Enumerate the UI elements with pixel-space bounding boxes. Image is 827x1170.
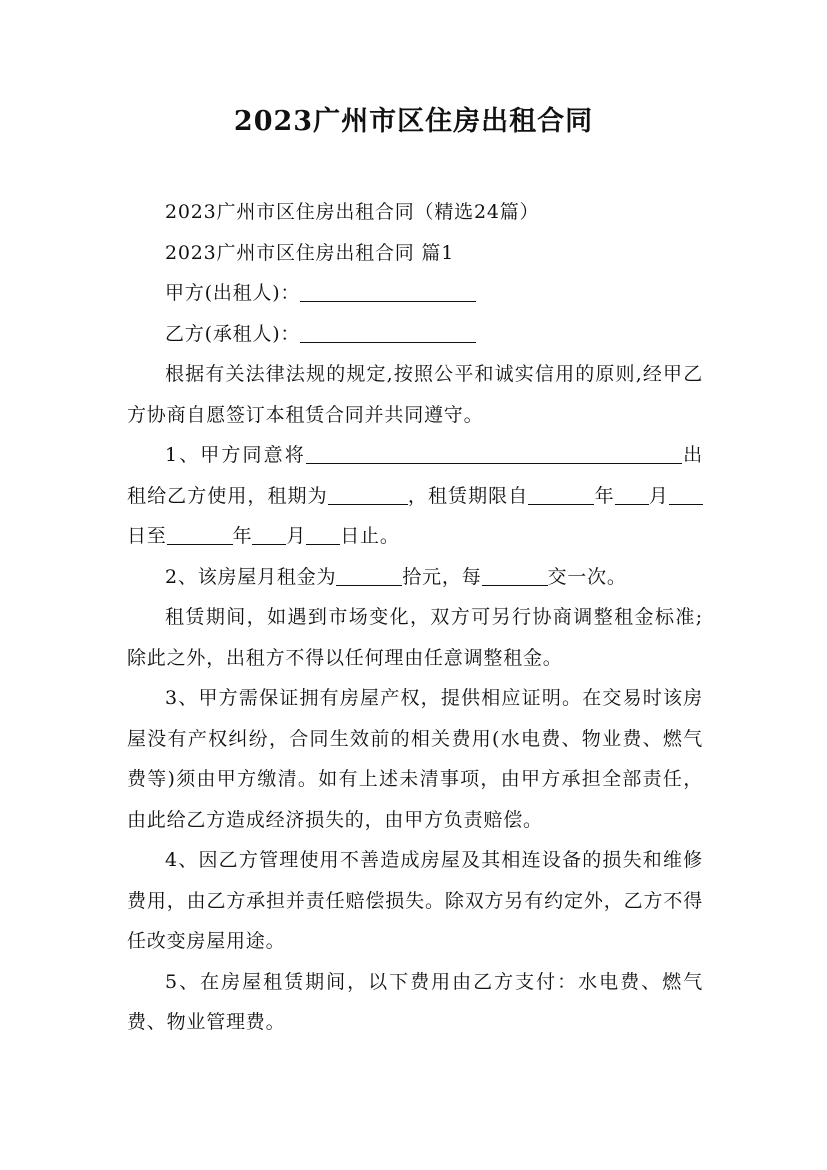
party-b-label: 乙方(承租人)： (165, 322, 301, 345)
section-heading: 2023广州市区住房出租合同 篇1 (165, 241, 455, 264)
start-month-blank (615, 484, 649, 505)
property-blank (306, 443, 682, 464)
clause-1-period: ，租赁期限自 (407, 484, 529, 507)
day-to-label: 日至 (127, 525, 167, 547)
clause-1-term: 出租给乙方使用，租期为 (127, 444, 703, 507)
subtitle: 2023广州市区住房出租合同（精选24篇） (165, 201, 540, 223)
intro-paragraph: 根据有关法律法规的规定,按照公平和诚实信用的原则,经甲乙方协商自愿签订本租赁合同并共同遵守。 (127, 363, 703, 426)
clause-1-prefix: 1、甲方同意将 (165, 444, 306, 466)
lease-term-blank (328, 484, 408, 505)
party-b-line (127, 314, 703, 355)
end-day-blank (306, 524, 340, 545)
start-day-blank (669, 484, 703, 505)
month-label-1: 月 (648, 484, 669, 507)
party-a-line (127, 273, 703, 314)
end-year-blank (167, 524, 233, 545)
day-end-label: 日止。 (340, 525, 400, 547)
rent-amount-blank (336, 565, 402, 586)
month-label-2: 月 (286, 525, 307, 547)
clause-2-prefix: 2、该房屋月租金为 (165, 565, 337, 588)
year-label-1: 年 (594, 484, 615, 507)
clause-2 (127, 557, 703, 598)
clause-2-unit: 拾元，每 (402, 565, 482, 588)
clause-5: 5、在房屋租赁期间，以下费用由乙方支付：水电费、燃气费、物业管理费。 (127, 970, 703, 1033)
party-a-label: 甲方(出租人)： (165, 282, 301, 304)
clause-1 (127, 435, 703, 557)
document-body (127, 192, 703, 1043)
clause-3: 3、甲方需保证拥有房屋产权，提供相应证明。在交易时该房屋没有产权纠纷，合同生效前的相关费用(水电费、物业费、燃气费等)须由甲方缴清。如有上述未清事项，由甲方承担全部责任，由此给乙方造成经济损失的，由甲方负责赔偿。 (127, 687, 703, 831)
clause-4: 4、因乙方管理使用不善造成房屋及其相连设备的损失和维修费用，由乙方承担并责任赔偿损失。除双方另有约定外，乙方不得任改变房屋用途。 (127, 849, 703, 952)
clause-2-note: 租赁期间，如遇到市场变化，双方可另行协商调整租金标准;除此之外，出租方不得以任何理由任意调整租金。 (127, 606, 703, 669)
payment-interval-blank (482, 565, 548, 586)
party-b-blank (300, 322, 476, 343)
document-title: 2023广州市区住房出租合同 (233, 106, 594, 137)
year-label-2: 年 (232, 525, 253, 547)
end-month-blank (252, 524, 286, 545)
clause-2-suffix: 交一次。 (547, 565, 627, 588)
party-a-blank (300, 281, 476, 302)
start-year-blank (528, 484, 594, 505)
